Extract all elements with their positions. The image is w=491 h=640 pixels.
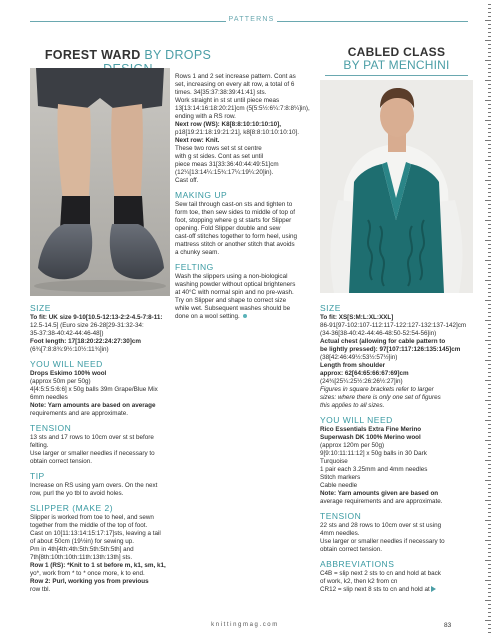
ruler-tick <box>485 420 491 421</box>
middle-line: with g st sides. Cont as set until <box>175 153 264 160</box>
left-pattern-column <box>30 298 170 596</box>
middle-line: Rows 1 and 2 set increase pattern. Cont as <box>175 73 296 80</box>
left-need-heading: YOU WILL NEED <box>30 359 103 369</box>
ruler-tick <box>485 200 491 201</box>
felting-line: done on a wool setting. <box>175 313 240 320</box>
left-slipper-line: of about 50cm (19½in) for sewing up. <box>30 538 134 545</box>
abbr-line: C4B = slip next 2 sts to cn and hold at back <box>320 570 441 577</box>
right-tension-heading: TENSION <box>320 511 362 521</box>
middle-line: 13[13:14:16:18:20:21]cm (5[5:5½:6¼:7:8:8¼]in), <box>175 105 310 112</box>
ruler-tick <box>485 480 491 481</box>
ruler-tick <box>485 340 491 341</box>
makingup-line: form toe, then sew sides to middle of top of <box>175 209 296 216</box>
right-need-heading: YOU WILL NEED <box>320 415 393 425</box>
right-size-line: this applies to all sizes. <box>320 402 385 409</box>
right-size-line: 86-91[97-102:107-112:117-122:127-132:137-142]cm <box>320 322 467 329</box>
left-tip-line: row, purl the yo tbl to avoid holes. <box>30 490 124 497</box>
slippers-photo <box>30 68 170 296</box>
end-mark-icon <box>243 314 247 318</box>
right-pattern-column <box>320 298 472 596</box>
right-tension-line: 4mm needles. <box>320 530 360 537</box>
makingup-line: Sew tail through cast-on sts and tighten to <box>175 201 293 208</box>
right-title-designer: BY PAT MENCHINI <box>343 58 450 72</box>
right-tension-line: 22 sts and 28 rows to 10cm over st st using <box>320 522 442 529</box>
makingup-line: a chunky seam. <box>175 249 220 256</box>
abbreviations-text <box>320 570 472 594</box>
left-tension-line: felting. <box>30 442 49 449</box>
middle-line: Next row (WS): K8[8:8:10:10:10:10], <box>175 121 282 128</box>
middle-line: piece meas 31[33:36:40:44:49:51]cm <box>175 161 279 168</box>
left-tension-line: 13 sts and 17 rows to 10cm over st st before <box>30 434 154 441</box>
ruler-tick <box>485 380 491 381</box>
right-tension-line: Use larger or smaller needles if necessary to <box>320 538 445 545</box>
abbr-line: CR12 = slip next 8 sts to cn and hold at <box>320 586 430 593</box>
middle-instructions <box>175 73 321 185</box>
right-size-heading: SIZE <box>320 303 341 313</box>
left-slipper-line: Row 1 (RS): *Knit to 1 st before m, k1, sm, k1, <box>30 562 166 569</box>
ruler-tick <box>485 300 491 301</box>
right-need-line: (approx 120m per 50g) <box>320 442 385 449</box>
left-slipper-text <box>30 514 170 594</box>
right-size-line: To fit: XS[S:M:L:XL:XXL] <box>320 314 394 321</box>
footer-url: knittingmag.com <box>211 622 279 628</box>
left-tip-text <box>30 482 170 498</box>
abbreviations-heading: ABBREVIATIONS <box>320 559 395 569</box>
ruler-tick <box>485 260 491 261</box>
header-rule-right <box>277 21 468 22</box>
ruler-tick <box>485 280 491 281</box>
left-title-designer: BY DROPS <box>144 48 212 62</box>
right-size-text <box>320 314 472 410</box>
felting-text <box>175 273 321 321</box>
section-label: PATTERNS <box>228 16 275 23</box>
left-size-line: 12.5-14.5] (Euro size 26-28[29-31:32-34: <box>30 322 144 329</box>
ruler-tick <box>485 20 491 21</box>
right-size-line: Length from shoulder <box>320 362 386 369</box>
left-size-line: To fit: UK size 9-10[10.5-12:13-2:2-4.5-7:8-11: <box>30 314 163 321</box>
right-need-line: Rico Essentials Extra Fine Merino <box>320 426 422 433</box>
left-slipper-line: Row 2: Purl, working yos from previous <box>30 578 149 585</box>
cabled-vest-photo <box>320 80 473 293</box>
ruler-tick <box>485 500 491 501</box>
ruler-tick <box>485 80 491 81</box>
left-size-heading: SIZE <box>30 303 51 313</box>
left-tension-text <box>30 434 170 466</box>
right-tension-line: obtain correct tension. <box>320 546 382 553</box>
left-slipper-line: Cast on 10[11:13:14:15:17:17]sts, leaving a tail <box>30 530 161 537</box>
ruler-tick <box>485 60 491 61</box>
left-need-line: 6mm needles <box>30 394 68 401</box>
middle-pattern-column <box>175 73 321 323</box>
left-need-line: 4[4:5:5:5:6:6] x 50g balls 39m Grape/Blue Mix <box>30 386 158 393</box>
middle-line: times. 34[35:37:38:39:41:41] sts. <box>175 89 267 96</box>
makingup-text <box>175 201 321 257</box>
right-size-line: (38[42:46:49½:53½:57½]in) <box>320 354 398 361</box>
ruler-tick <box>485 360 491 361</box>
makingup-line: opening. Fold Slipper double and sew <box>175 225 281 232</box>
slippers-illustration <box>30 68 170 296</box>
continue-arrow-icon <box>431 586 436 592</box>
left-need-line: Drops Eskimo 100% wool <box>30 370 107 377</box>
left-slipper-line: yo*, work from * to * once more, k to end. <box>30 570 145 577</box>
felting-line: at 40°C with normal spin and no pre-wash. <box>175 289 294 296</box>
left-tension-line: Use larger or smaller needles if necessary to <box>30 450 155 457</box>
ruler-tick <box>485 440 491 441</box>
right-need-line: Cable needle <box>320 482 358 489</box>
right-size-line: Actual chest (allowing for cable pattern to <box>320 338 446 345</box>
right-title-underline <box>325 75 468 76</box>
middle-line: ending with a RS row. <box>175 113 236 120</box>
left-size-line: (6¾[7:8:8¾:9½:10½:11¾]in) <box>30 346 109 353</box>
left-need-line: (approx 50m per 50g) <box>30 378 91 385</box>
ruler-tick <box>485 160 491 161</box>
measuring-ruler <box>476 0 491 640</box>
right-tension-text <box>320 522 472 554</box>
left-tip-line: Increase on RS using yarn overs. On the next <box>30 482 158 489</box>
page-number: 83 <box>444 622 452 629</box>
right-need-line: Superwash DK 100% Merino wool <box>320 434 421 441</box>
middle-line: These two rows set st st centre <box>175 145 262 152</box>
felting-line: Wash the slippers using a non-biological <box>175 273 288 280</box>
left-tension-line: obtain correct tension. <box>30 458 92 465</box>
right-size-line: Figures in square brackets refer to larger <box>320 386 434 393</box>
left-need-text <box>30 370 170 418</box>
left-slipper-line: together from the middle of the top of foot. <box>30 522 148 529</box>
ruler-tick <box>485 120 491 121</box>
left-tip-heading: TIP <box>30 471 45 481</box>
ruler-tick <box>485 320 491 321</box>
left-size-line: 35-37:38-40:42-44:46-48]) <box>30 330 104 337</box>
left-slipper-line: 7th[8th:10th:10th:11th:13th:13th] sts. <box>30 554 133 561</box>
ruler-tick <box>485 560 491 561</box>
middle-line: Cast off. <box>175 177 199 184</box>
right-need-line: Stitch markers <box>320 474 361 481</box>
left-slipper-line: Slipper is worked from toe to heel, and sewn <box>30 514 154 521</box>
left-size-text <box>30 314 170 354</box>
right-need-text <box>320 426 472 506</box>
abbr-line: of work, k2, then k2 from cn <box>320 578 398 585</box>
ruler-tick <box>485 40 491 41</box>
right-need-line: 9[9:10:11:11:12] x 50g balls in 30 Dark <box>320 450 427 457</box>
ruler-tick <box>485 180 491 181</box>
middle-line: Next row: Knit. <box>175 137 220 144</box>
middle-line: (12¼[13:14¼:15¾:17¼:19¼:20]in). <box>175 169 274 176</box>
vest-illustration <box>320 80 473 293</box>
ruler-tick <box>485 520 491 521</box>
left-slipper-line: row tbl. <box>30 586 51 593</box>
right-need-line: Turquoise <box>320 458 348 465</box>
left-title-main: FOREST WARD <box>44 48 141 62</box>
left-tension-heading: TENSION <box>30 423 72 433</box>
ruler-tick <box>485 600 491 601</box>
ruler-tick <box>485 580 491 581</box>
right-size-line: sizes: where there is only one set of figures <box>320 394 441 401</box>
ruler-tick <box>485 540 491 541</box>
right-size-line: be lightly pressed): 97[107:117:126:135:145]cm <box>320 346 461 353</box>
right-need-line: Note: Yarn amounts given are based on <box>320 490 439 497</box>
middle-line: p18[19:21:18:19:21:21], k8[8:8:10:10:10:10]. <box>175 129 299 136</box>
makingup-line: foot, stopping where g st starts for Slipper <box>175 217 292 224</box>
ruler-tick <box>485 400 491 401</box>
ruler-tick <box>485 100 491 101</box>
makingup-line: mattress stitch or another stitch that avoids <box>175 241 295 248</box>
right-pattern-title <box>325 46 468 72</box>
left-slipper-heading: SLIPPER (MAKE 2) <box>30 503 114 513</box>
makingup-heading: MAKING UP <box>175 190 228 200</box>
right-size-line: approx: 62[64:65:66:67:69]cm <box>320 370 409 377</box>
right-size-line: (24¾[25¼:25½:26:26½:27]in) <box>320 378 403 385</box>
left-need-line: Note: Yarn amounts are based on average <box>30 402 156 409</box>
left-need-line: requirements and are approximate. <box>30 410 129 417</box>
felting-heading: FELTING <box>175 262 214 272</box>
middle-line: Work straight in st st until piece meas <box>175 97 280 104</box>
right-size-line: (34-36[38-40:42-44:46-48:50-52:54-56]in) <box>320 330 437 337</box>
left-slipper-line: Pm in 4th[4th:4th:5th:5th:5th:5th] and <box>30 546 134 553</box>
ruler-tick <box>485 620 491 621</box>
ruler-tick <box>485 460 491 461</box>
right-need-line: 1 pair each 3.25mm and 4mm needles <box>320 466 428 473</box>
ruler-tick <box>485 140 491 141</box>
header-rule-left <box>30 21 226 22</box>
middle-line: set, increasing on every alt row, a total of 6 <box>175 81 295 88</box>
right-need-line: average requirements and are approximate. <box>320 498 443 505</box>
felting-line: Try on Slipper and shape to correct size <box>175 297 287 304</box>
right-title-main: CABLED CLASS <box>347 45 446 59</box>
felting-line: washing powder without optical brighteners <box>175 281 296 288</box>
ruler-tick <box>485 240 491 241</box>
makingup-line: cast-off stitches together to form heel, using <box>175 233 298 240</box>
felting-line: while wet. Subsequent washes should be <box>175 305 291 312</box>
left-size-line: Foot length: 17[18:20:22:24:27:30]cm <box>30 338 141 345</box>
ruler-tick <box>485 220 491 221</box>
